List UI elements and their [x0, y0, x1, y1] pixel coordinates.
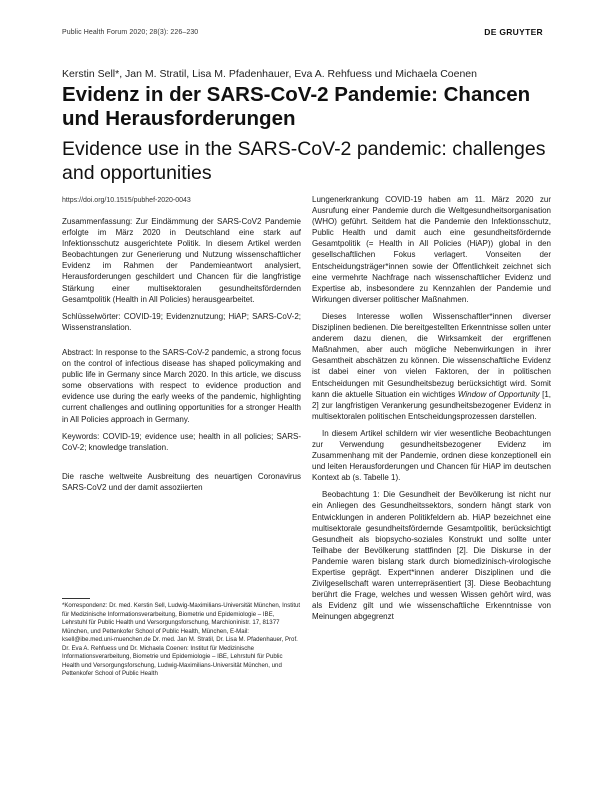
- correspondence-footnote: *Korrespondenz: Dr. med. Kerstin Sell, Ludwig-Maximilians-Universität München, Institut für Medizinische Informationsverarbeitung, Biometrie und Epidemiologie – IBE, Lehrstuhl für Public Health und Versorgungsforschung, Marchioninistr. 17, 81377 München, und Pettenkofer School of Public Health, München, E-Mail: ksell@ibe.med.uni-muenchen.de Dr. med. Jan M. Stratil, Dr. Lisa M. Pfadenhauer, Prof. Dr. Eva A. Rehfuess und Dr. Michaela Coenen: Institut für Medizinische Informationsverarbeitung, Biometrie und Epidemiologie – IBE, Lehrstuhl für Public Health und Versorgungsforschung, Ludwig-Maximilians-Universität München, und Pettenkofer School of Public Health: [62, 602, 301, 678]
- abstract-german: [62, 216, 301, 305]
- body-paragraph-2-a: Dieses Interesse wollen Wissenschaftler*innen diverser Disziplinen bedienen. Die bereitgestellten Erkenntnisse sollen unter anderem dazu dienen, die Wirksamkeit der ergriffenen Maßnahmen, aber auch mögliche Nebenwirkungen in ihrer Gesamtheit abschätzen zu können. Die wissenschaftliche Evidenz ist dabei einer von vielen Faktoren, der in politischen Entscheidungen mit Gesundheitsbezug berücksichtigt wird. Somit kann die aktuelle Situation ein wichtiges: [312, 311, 551, 399]
- title-german: Evidenz in der SARS-CoV-2 Pandemie: Chancen und Herausforderungen: [62, 83, 531, 130]
- abstract-english-label: Abstract:: [62, 347, 94, 357]
- keywords-english: [62, 431, 301, 453]
- title-english: Evidence use in the SARS-CoV-2 pandemic: challenges and opportunities: [62, 138, 546, 184]
- publisher-logo: DE GRUYTER: [484, 27, 543, 37]
- abstract-english-text: In response to the SARS-CoV-2 pandemic, a strong focus on the control of infectious disease has shaped policymaking and public life in Germany since March 2020. In this article, we discuss some observations with respect to evidence production and evidence use during the early weeks of the pandemic, highlighting current challenges and outlining opportunities for a stronger Health in All Policies approach in Germany.: [62, 347, 301, 424]
- body-paragraph-1: Lungenerkrankung COVID-19 haben am 11. März 2020 zur Ausrufung einer Pandemie durch die Weltgesundheitsorganisation (WHO) geführt. Seitdem hat die Pandemie den Infektionsschutz, Public Health und damit auch eine gesundheitsfördernde Gesamtpolitik (= Health in All Policies (HiAP)) global in den gesellschaftlichen Fokus verlagert. Vonseiten der Entscheidungsträger*innen sowie der Öffentlichkeit zeichnet sich eine vermehrte Nachfrage nach wissenschaftlicher Evidenz und Expertise ab, insbesondere zu Kennzahlen der Pandemie und Wirkungen diverser politischer Maßnahmen.: [312, 195, 551, 304]
- keywords-english-text: COVID-19; evidence use; health in all policies; SARS-CoV-2; knowledge translation.: [62, 431, 301, 452]
- right-column: [312, 194, 551, 628]
- left-column: [62, 216, 301, 499]
- body-paragraph-3: In diesem Artikel schildern wir vier wesentliche Beobachtungen zur Verwendung gesundheitsbezogener Evidenz im Zusammenhang mit der Pandemie, ordnen diese konzeptionell ein und leiten Herausforderungen und Chancen für HiAP im deutschen Kontext ab (s. Tabelle 1).: [312, 428, 551, 483]
- intro-paragraph: Die rasche weltweite Ausbreitung des neuartigen Coronavirus SARS-CoV2 und der damit assoziierten: [62, 471, 301, 492]
- keywords-german-label: Schlüsselwörter:: [62, 311, 121, 321]
- keywords-english-label: Keywords:: [62, 431, 100, 441]
- body-paragraph-2-b: [1, 2] zur langfristigen Verankerung gesundheitsbezogener Evidenz in multisektoralen politischen Entscheidungsprozessen darstellen.: [312, 389, 551, 421]
- abstract-german-text: Zur Eindämmung der SARS-CoV2 Pandemie erfolgte im März 2020 in Deutschland eine stark auf Infektionsschutz ausgerichtete Politik. In diesem Artikel werden Beobachtungen zur Generierung und Nutzung wissenschaftlicher Evidenz im Rahmen der Pandemieantwort analysiert, Herausforderungen geschildert und Chancen für die langfristige Stärkung einer multisektoralen gesundheitsfördernden Gesamtpolitik (Health in All Policies) herausgearbeitet.: [62, 217, 301, 304]
- footnote-divider: [62, 598, 90, 599]
- keywords-german: [62, 311, 301, 333]
- abstract-english: [62, 347, 301, 425]
- journal-citation: Public Health Forum 2020; 28(3): 226–230: [62, 29, 199, 36]
- body-paragraph-4: Beobachtung 1: Die Gesundheit der Bevölkerung ist nicht nur ein Anliegen des Gesundheitssektors, sondern hängt stark von Entwicklungen in anderen Politikfeldern ab. HiAP bezeichnet eine multisektorale gesundheitsfördernde Gesamtpolitik, berücksichtigt Gesundheit als biopsycho-soziales Konstrukt und sollte unter Teilhabe der Bevölkerung stattfinden [2]. Die Diskurse in der Pandemie waren bislang stark durch biomedizinisch-virologische Expertise geprägt. Expert*innen anderer Disziplinen und die Zivilgesellschaft waren unterrepräsentiert [3]. Diese Beobachtung berührt die Frage, welches und wessen Wissen gehört wird, was als Evidenz gilt und wie wissenschaftliche Erkenntnisse von Meinungen abgegrenzt: [312, 490, 551, 622]
- abstract-german-label: Zusammenfassung:: [62, 217, 133, 226]
- keywords-german-text: COVID-19; Evidenznutzung; HiAP; SARS-CoV-2; Wissenstranslation.: [62, 311, 301, 332]
- author-list: Kerstin Sell*, Jan M. Stratil, Lisa M. Pfadenhauer, Eva A. Rehfuess und Michaela Coenen: [62, 68, 477, 80]
- body-paragraph-2: [312, 311, 551, 422]
- doi-link[interactable]: https://doi.org/10.1515/pubhef-2020-0043: [62, 197, 191, 204]
- window-of-opportunity-emphasis: Window of Opportunity: [457, 389, 540, 399]
